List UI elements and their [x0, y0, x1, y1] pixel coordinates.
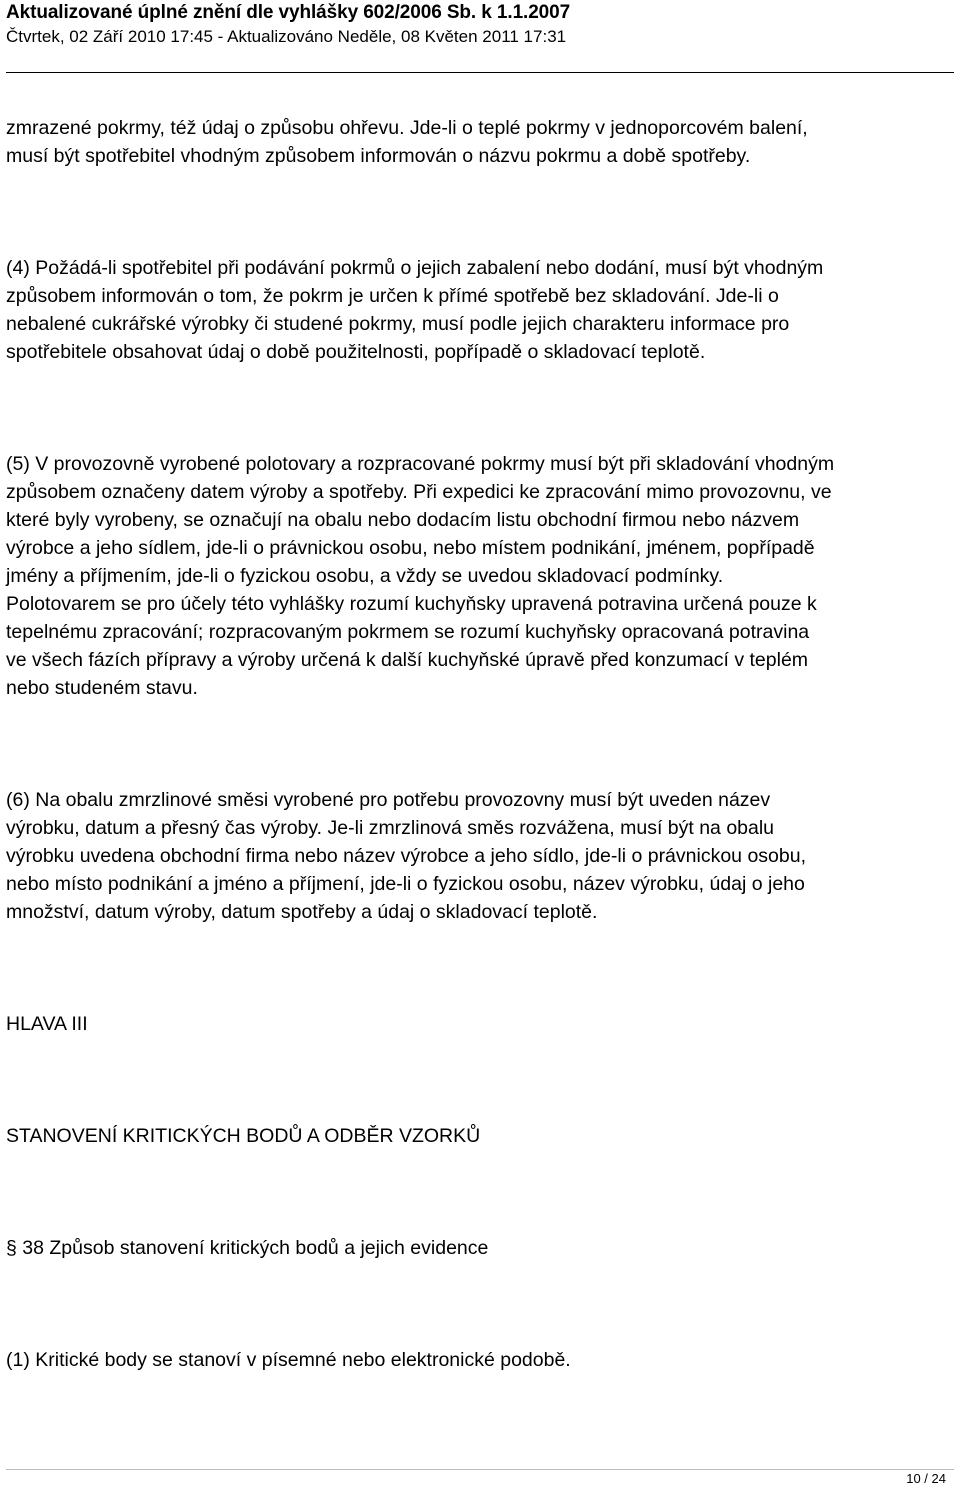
- paragraph-6: [6, 786, 956, 926]
- chapter-heading: [6, 1010, 956, 1038]
- page-number: 10 / 24: [906, 1471, 946, 1486]
- text-line: tepelnému zpracování; rozpracovaným pokrmem se rozumí kuchyňsky opracovaná potravina: [6, 621, 810, 643]
- heading-text: STANOVENÍ KRITICKÝCH BODŮ A ODBĚR VZORKŮ: [6, 1125, 481, 1147]
- text-line: způsobem informován o tom, že pokrm je určen k přímé spotřebě bez skladování. Jde-li o: [6, 285, 779, 307]
- text-line: množství, datum výroby, datum spotřeby a údaj o skladovací teplotě.: [6, 901, 598, 923]
- paragraph-continuation: [6, 114, 956, 170]
- document-date-info: Čtvrtek, 02 Září 2010 17:45 - Aktualizováno Neděle, 08 Květen 2011 17:31: [6, 27, 567, 46]
- text-line: ve všech fázích přípravy a výroby určená k další kuchyňské úpravě před konzumací v teplém: [6, 649, 809, 671]
- document-title: Aktualizované úplné znění dle vyhlášky 602/2006 Sb. k 1.1.2007: [6, 2, 571, 23]
- section-heading: [6, 1234, 956, 1262]
- text-line: výrobce a jeho sídlem, jde-li o právnickou osobu, nebo místem podnikání, jménem, popřípadě: [6, 537, 815, 559]
- footer-divider: [6, 1469, 954, 1470]
- heading-text: HLAVA III: [6, 1013, 88, 1035]
- text-line: nebo místo podnikání a jméno a příjmení, jde-li o fyzickou osobu, název výrobku, údaj o jeho: [6, 873, 805, 895]
- paragraph-5: [6, 450, 956, 702]
- page-header: [6, 0, 954, 73]
- document-body: [6, 114, 956, 1374]
- chapter-title: [6, 1122, 956, 1150]
- heading-text: § 38 Způsob stanovení kritických bodů a jejich evidence: [6, 1237, 489, 1259]
- text-line: způsobem označeny datem výroby a spotřeby. Při expedici ke zpracování mimo provozovnu, ve: [6, 481, 832, 503]
- text-line: Polotovarem se pro účely této vyhlášky rozumí kuchyňsky upravená potravina určená pouze k: [6, 593, 817, 615]
- text-line: které byly vyrobeny, se označují na obalu nebo dodacím listu obchodní firmou nebo názvem: [6, 509, 800, 531]
- text-line: (1) Kritické body se stanoví v písemné nebo elektronické podobě.: [6, 1349, 571, 1371]
- text-line: jmény a příjmením, jde-li o fyzickou osobu, a vždy se uvedou skladovací podmínky.: [6, 565, 724, 587]
- text-line: nebo studeném stavu.: [6, 677, 198, 699]
- text-line: výrobku uvedena obchodní firma nebo název výrobce a jeho sídlo, jde-li o právnickou osobu,: [6, 845, 806, 867]
- paragraph-4: [6, 254, 956, 366]
- text-line: (4) Požádá-li spotřebitel při podávání pokrmů o jejich zabalení nebo dodání, musí být vhodným: [6, 257, 824, 279]
- text-line: výrobku, datum a přesný čas výroby. Je-li zmrzlinová směs rozvážena, musí být na obalu: [6, 817, 775, 839]
- text-line: zmrazené pokrmy, též údaj o způsobu ohřevu. Jde-li o teplé pokrmy v jednoporcovém balení,: [6, 117, 808, 139]
- text-line: nebalené cukrářské výrobky či studené pokrmy, musí podle jejich charakteru informace pro: [6, 313, 790, 335]
- text-line: (5) V provozovně vyrobené polotovary a rozpracované pokrmy musí být při skladování vhodným: [6, 453, 835, 475]
- text-line: musí být spotřebitel vhodným způsobem informován o názvu pokrmu a době spotřeby.: [6, 145, 751, 167]
- text-line: spotřebitele obsahovat údaj o době použitelnosti, popřípadě o skladovací teplotě.: [6, 341, 706, 363]
- paragraph-1: [6, 1346, 956, 1374]
- text-line: (6) Na obalu zmrzlinové směsi vyrobené pro potřebu provozovny musí být uveden název: [6, 789, 771, 811]
